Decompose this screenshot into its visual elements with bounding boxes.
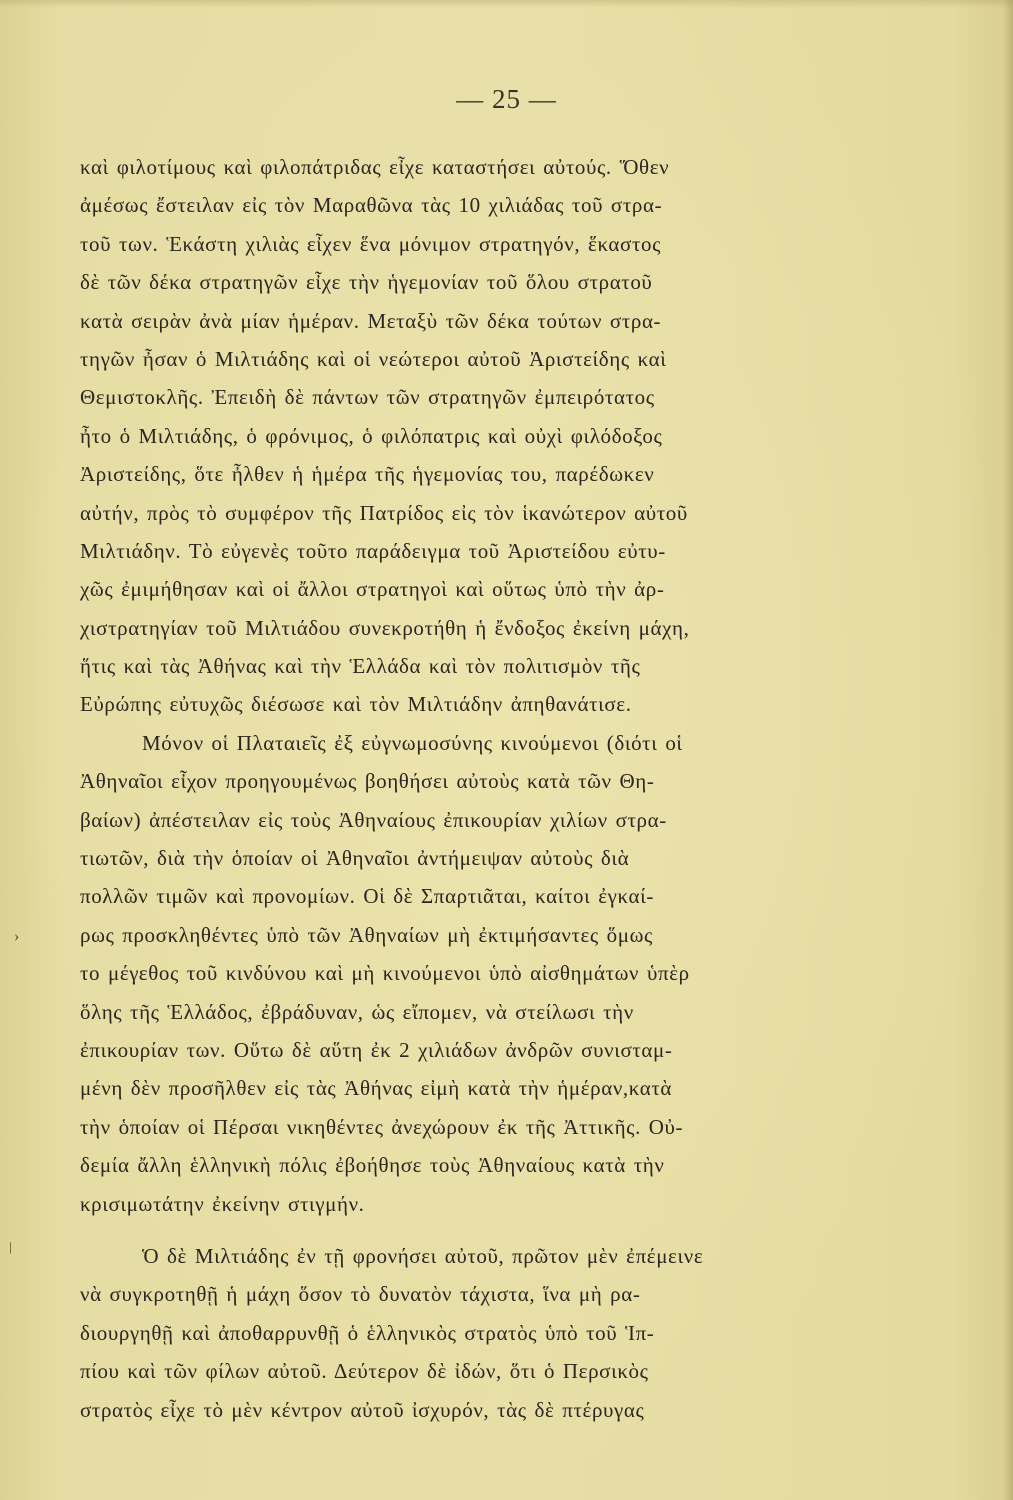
text-line: Μιλτιάδην. Τὸ εὐγενὲς τοῦτο παράδειγμα τοῦ Ἀριστείδου εὐτυ- — [80, 538, 666, 563]
text-line: δεμία ἄλλη ἑλληνικὴ πόλις ἐβοήθησε τοὺς Ἀθηναίους κατὰ τὴν — [80, 1153, 665, 1178]
text-line: χιστρατηγίαν τοῦ Μιλτιάδου συνεκροτήθη ἡ ἔνδοξος ἐκείνη μάχη, — [80, 615, 690, 640]
text-line: χῶς ἐμιμήθησαν καὶ οἱ ἄλλοι στρατηγοὶ καὶ οὕτως ὑπὸ τὴν ἀρ- — [80, 577, 665, 602]
text-line: ἥτις καὶ τὰς Ἀθήνας καὶ τὴν Ἑλλάδα καὶ τὸν πολιτισμὸν τῆς — [80, 654, 641, 679]
text-line: τηγῶν ἦσαν ὁ Μιλτιάδης καὶ οἱ νεώτεροι αὐτοῦ Ἀριστείδης καὶ — [80, 346, 667, 371]
text-line: τὴν ὁποίαν οἱ Πέρσαι νικηθέντες ἀνεχώρουν ἐκ τῆς Ἀττικῆς. Οὐ- — [80, 1114, 684, 1139]
margin-mark-tick-icon: \ — [5, 1239, 16, 1258]
text-line: στρατὸς εἶχε τὸ μὲν κέντρον αὐτοῦ ἰσχυρόν, τὰς δὲ πτέρυγας — [80, 1397, 645, 1422]
page-right-edge-shadow — [1003, 0, 1013, 1500]
paragraph — [80, 1237, 860, 1429]
page-number: — 25 — — [456, 84, 557, 114]
text-line: βαίων) ἀπέστειλαν εἰς τοὺς Ἀθηναίους ἐπικουρίαν χιλίων στρα- — [80, 807, 667, 832]
page-top-shadow — [0, 0, 1013, 8]
text-line: τιωτῶν, διὰ τὴν ὁποίαν οἱ Ἀθηναῖοι ἀντήμειψαν αὐτοὺς διὰ — [80, 846, 630, 871]
text-line: πίου καὶ τῶν φίλων αὐτοῦ. Δεύτερον δὲ ἰδών, ὅτι ὁ Περσικὸς — [80, 1359, 649, 1384]
paragraph — [80, 148, 860, 724]
text-line: καὶ φιλοτίμους καὶ φιλοπάτριδας εἶχε καταστήσει αὐτούς. Ὅθεν — [80, 155, 670, 179]
text-line: Μόνον οἱ Πλαταιεῖς ἐξ εὐγνωμοσύνης κινούμενοι (διότι οἱ — [142, 730, 683, 755]
text-line: διουργηθῇ καὶ ἀποθαρρυνθῇ ὁ ἑλληνικὸς στρατὸς ὑπὸ τοῦ Ἱπ- — [80, 1320, 655, 1345]
text-line: νὰ συγκροτηθῇ ἡ μάχη ὅσον τὸ δυνατὸν τάχιστα, ἵνα μὴ ρα- — [80, 1282, 641, 1307]
text-line: αὐτήν, πρὸς τὸ συμφέρον τῆς Πατρίδος εἰς τὸν ἱκανώτερον αὐτοῦ — [80, 500, 688, 525]
text-line: πολλῶν τιμῶν καὶ προνομίων. Οἱ δὲ Σπαρτιᾶται, καίτοι ἐγκαί- — [80, 884, 655, 909]
text-line: ἦτο ὁ Μιλτιάδης, ὁ φρόνιμος, ὁ φιλόπατρις καὶ οὐχὶ φιλόδοξος — [80, 423, 663, 448]
body-text — [80, 148, 860, 1429]
text-line: τοῦ των. Ἑκάστη χιλιὰς εἶχεν ἕνα μόνιμον στρατηγόν, ἕκαστος — [80, 231, 662, 256]
text-line: Εὐρώπης εὐτυχῶς διέσωσε καὶ τὸν Μιλτιάδην ἀπηθανάτισε. — [80, 692, 632, 717]
text-line: Θεμιστοκλῆς. Ἐπειδὴ δὲ πάντων τῶν στρατηγῶν ἐμπειρότατος — [80, 385, 655, 410]
text-line: ρως προσκληθέντες ὑπὸ τῶν Ἀθηναίων μὴ ἐκτιμήσαντες ὅμως — [80, 922, 653, 947]
text-line: Ἀθηναῖοι εἶχον προηγουμένως βοηθήσει αὐτοὺς κατὰ τῶν Θη- — [80, 769, 655, 794]
text-line: ἐπικουρίαν των. Οὕτω δὲ αὕτη ἐκ 2 χιλιάδων ἀνδρῶν συνισταμ- — [80, 1037, 673, 1062]
margin-mark-arrow-icon: › — [14, 928, 20, 945]
text-line: κρισιμωτάτην ἐκείνην στιγμήν. — [80, 1191, 365, 1216]
text-line: Ἀριστείδης, ὅτε ἦλθεν ἡ ἡμέρα τῆς ἡγεμονίας του, παρέδωκεν — [80, 462, 655, 487]
paragraph-spacer — [80, 1223, 860, 1237]
text-line: το μέγεθος τοῦ κινδύνου καὶ μὴ κινούμενοι ὑπὸ αἰσθημάτων ὑπὲρ — [80, 961, 690, 986]
text-line: κατὰ σειρὰν ἀνὰ μίαν ἡμέραν. Μεταξὺ τῶν δέκα τούτων στρα- — [80, 308, 662, 333]
text-line: ὅλης τῆς Ἑλλάδος, ἐβράδυναν, ὡς εἴπομεν, νὰ στείλωσι τὴν — [80, 999, 634, 1024]
paragraph — [80, 724, 860, 1223]
text-line: δὲ τῶν δέκα στρατηγῶν εἶχε τὴν ἡγεμονίαν τοῦ ὅλου στρατοῦ — [80, 270, 653, 295]
text-line: Ὁ δὲ Μιλτιάδης ἐν τῇ φρονήσει αὐτοῦ, πρῶτον μὲν ἐπέμεινε — [142, 1243, 704, 1268]
text-line: ἀμέσως ἔστειλαν εἰς τὸν Μαραθῶνα τὰς 10 χιλιάδας τοῦ στρα- — [80, 193, 663, 218]
text-line: μένη δὲν προσῆλθεν εἰς τὰς Ἀθήνας εἰμὴ κατὰ τὴν ἡμέραν,κατὰ — [80, 1076, 673, 1101]
